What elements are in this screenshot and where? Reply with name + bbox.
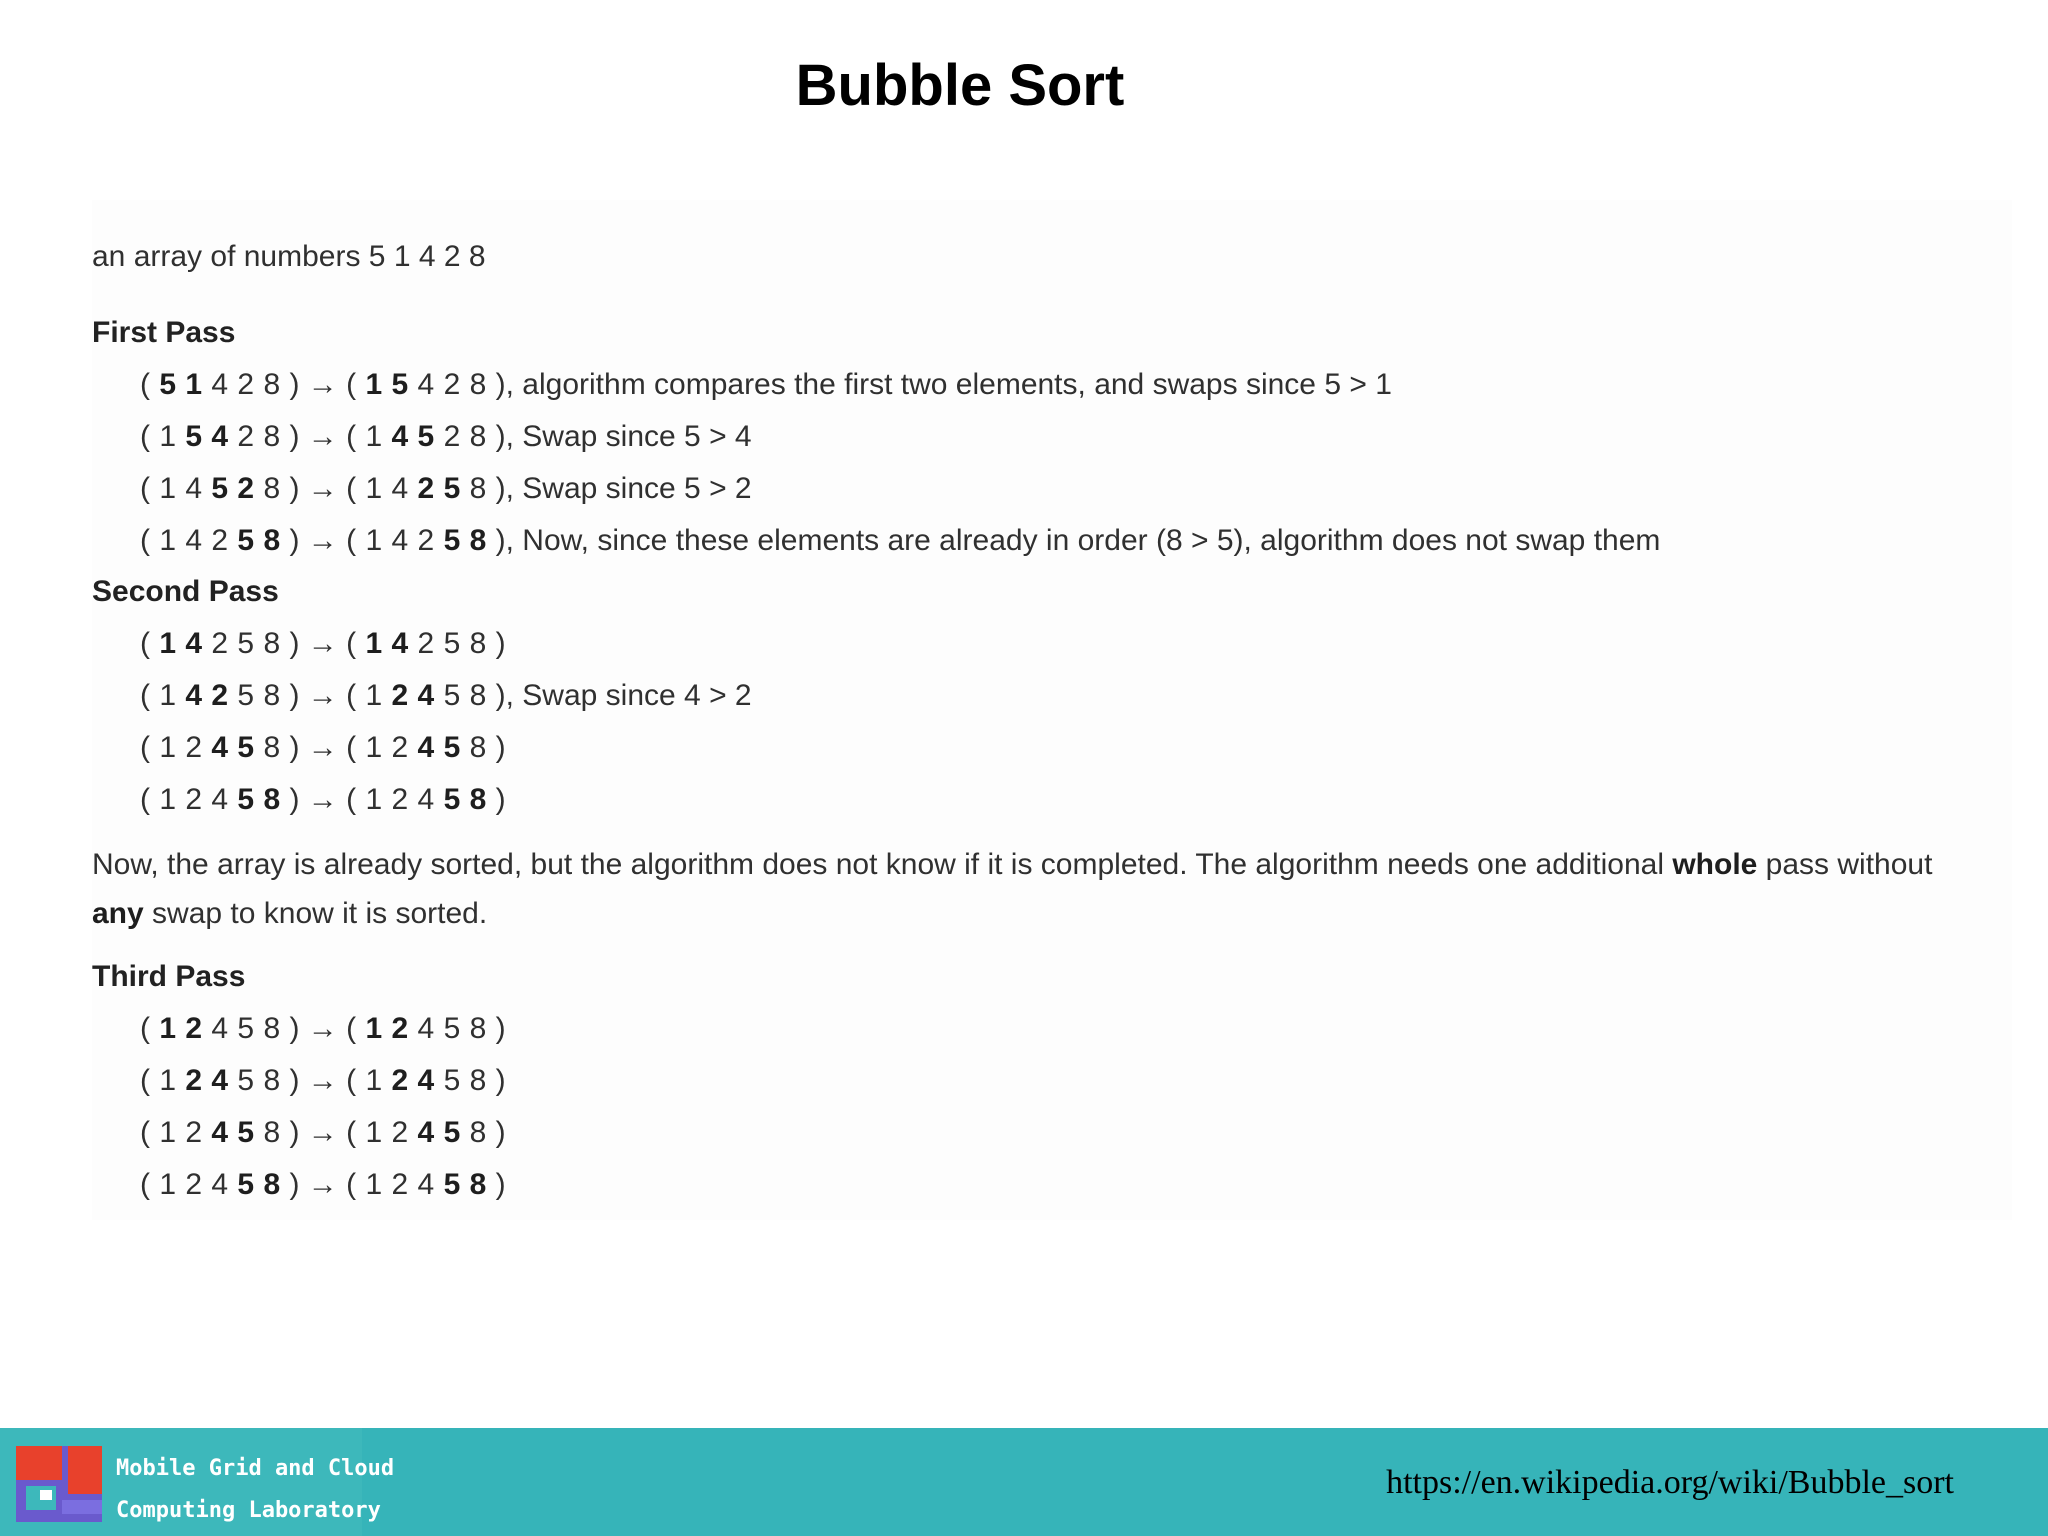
array-number: 2 (211, 627, 229, 660)
compared-number: 4 (391, 627, 409, 660)
array-number: 8 (469, 368, 487, 401)
pass-heading-first: First Pass (92, 316, 236, 349)
compared-number: 5 (443, 783, 461, 816)
array-number: 1 (159, 1116, 177, 1149)
step-note: ), Swap since 4 > 2 (495, 679, 752, 712)
compared-number: 5 (211, 472, 229, 505)
array-number: 8 (263, 679, 281, 712)
number-tuple: ( 1 5 4 2 8 (140, 420, 281, 453)
compared-number: 4 (417, 1064, 435, 1097)
array-number: 1 (159, 524, 177, 557)
pass-step: ( 1 4 2 5 8 ) → ( 1 4 2 5 8 ) (140, 627, 506, 660)
array-number: 8 (469, 627, 487, 660)
step-note: ), algorithm compares the first two elements, and swaps since 5 > 1 (495, 368, 1392, 401)
array-number: 2 (237, 368, 255, 401)
array-number: 8 (263, 731, 281, 764)
array-number: 1 (159, 679, 177, 712)
array-number: 1 (365, 679, 383, 712)
compared-number: 4 (211, 1116, 229, 1149)
array-number: 5 (237, 679, 255, 712)
array-number: 1 (365, 1064, 383, 1097)
compared-number: 2 (391, 1012, 409, 1045)
compared-number: 2 (391, 679, 409, 712)
compared-number: 4 (185, 627, 203, 660)
number-tuple: ( 1 4 2 5 8 (346, 472, 487, 505)
pass-heading-second: Second Pass (92, 575, 279, 608)
array-number: 4 (211, 783, 229, 816)
intro-text: an array of numbers 5 1 4 2 8 (92, 240, 486, 273)
compared-number: 5 (237, 1168, 255, 1201)
array-number: 4 (417, 783, 435, 816)
array-number: 2 (417, 524, 435, 557)
number-tuple: ( 1 2 4 5 8 (140, 1012, 281, 1045)
pass-step: ( 5 1 4 2 8 ) → ( 1 5 4 2 8 ), algorithm compares the first two elements, and swaps since 5 > 1 (140, 368, 1392, 401)
paragraph-text: pass without (1757, 848, 1933, 881)
compared-number: 2 (211, 679, 229, 712)
array-number: 5 (237, 1012, 255, 1045)
compared-number: 2 (417, 472, 435, 505)
array-number: 5 (443, 627, 461, 660)
array-number: 2 (185, 1116, 203, 1149)
array-number: 2 (391, 1116, 409, 1149)
compared-number: 4 (417, 731, 435, 764)
number-tuple: ( 1 4 2 5 8 (140, 627, 281, 660)
compared-number: 8 (263, 524, 281, 557)
number-tuple: ( 1 2 4 5 8 (346, 1168, 487, 1201)
number-tuple: ( 1 4 2 5 8 (346, 627, 487, 660)
compared-number: 8 (263, 783, 281, 816)
array-number: 4 (211, 1168, 229, 1201)
array-number: 5 (237, 627, 255, 660)
compared-number: 5 (237, 783, 255, 816)
array-number: 2 (417, 627, 435, 660)
step-note: ), Swap since 5 > 2 (495, 472, 752, 505)
compared-number: 5 (391, 368, 409, 401)
compared-number: 4 (417, 679, 435, 712)
source-url: https://en.wikipedia.org/wiki/Bubble_sort (1386, 1464, 1954, 1501)
pass-step: ( 1 4 2 5 8 ) → ( 1 4 2 5 8 ), Now, since these elements are already in order (8 > 5), algorithm does not swap them (140, 524, 1661, 557)
array-number: 8 (263, 1116, 281, 1149)
array-number: 1 (365, 524, 383, 557)
array-number: 8 (469, 679, 487, 712)
compared-number: 5 (185, 420, 203, 453)
number-tuple: ( 1 2 4 5 8 (346, 783, 487, 816)
number-tuple: ( 1 4 5 2 8 (140, 472, 281, 505)
compared-number: 2 (391, 1064, 409, 1097)
compared-number: 8 (469, 524, 487, 557)
compared-number: 8 (263, 1168, 281, 1201)
number-tuple: ( 1 5 4 2 8 (346, 368, 487, 401)
array-number: 8 (263, 1012, 281, 1045)
array-number: 4 (391, 472, 409, 505)
array-number: 2 (185, 783, 203, 816)
compared-number: 5 (443, 731, 461, 764)
number-tuple: ( 1 2 4 5 8 (346, 1116, 487, 1149)
array-number: 4 (185, 524, 203, 557)
compared-number: 5 (159, 368, 177, 401)
number-tuple: ( 1 2 4 5 8 (346, 1012, 487, 1045)
pass-step: ( 1 2 4 5 8 ) → ( 1 2 4 5 8 ) (140, 783, 506, 816)
array-number: 2 (443, 368, 461, 401)
step-note: ), Now, since these elements are already in order (8 > 5), algorithm does not swap them (495, 524, 1661, 557)
pass-step: ( 1 2 4 5 8 ) → ( 1 2 4 5 8 ) (140, 1012, 506, 1045)
step-note: ) (495, 1116, 506, 1149)
compared-number: 1 (159, 627, 177, 660)
array-number: 8 (469, 1064, 487, 1097)
pass-heading-third: Third Pass (92, 960, 246, 993)
array-number: 8 (469, 1116, 487, 1149)
compared-number: 5 (443, 472, 461, 505)
compared-number: 5 (443, 1168, 461, 1201)
compared-number: 2 (237, 472, 255, 505)
array-number: 1 (159, 1168, 177, 1201)
compared-number: 5 (443, 1116, 461, 1149)
array-number: 5 (443, 679, 461, 712)
number-tuple: ( 1 2 4 5 8 (346, 731, 487, 764)
compared-number: 5 (237, 731, 255, 764)
compared-number: 4 (417, 1116, 435, 1149)
array-number: 4 (417, 1012, 435, 1045)
array-number: 1 (365, 1116, 383, 1149)
compared-number: 2 (185, 1012, 203, 1045)
array-number: 1 (365, 783, 383, 816)
compared-number: 1 (365, 368, 383, 401)
step-note: ) (495, 627, 506, 660)
step-note: ) (495, 731, 506, 764)
number-tuple: ( 5 1 4 2 8 (140, 368, 281, 401)
compared-number: 1 (159, 1012, 177, 1045)
pass-step: ( 1 5 4 2 8 ) → ( 1 4 5 2 8 ), Swap since 5 > 4 (140, 420, 752, 453)
number-tuple: ( 1 2 4 5 8 (140, 1168, 281, 1201)
pass-step: ( 1 2 4 5 8 ) → ( 1 2 4 5 8 ) (140, 1064, 506, 1097)
pass-step: ( 1 4 2 5 8 ) → ( 1 2 4 5 8 ), Swap since 4 > 2 (140, 679, 752, 712)
compared-number: 5 (237, 1116, 255, 1149)
array-number: 2 (391, 731, 409, 764)
array-number: 8 (263, 472, 281, 505)
compared-number: 4 (185, 679, 203, 712)
lab-logo-icon (16, 1446, 102, 1522)
array-number: 4 (417, 1168, 435, 1201)
array-number: 2 (185, 1168, 203, 1201)
array-number: 4 (417, 368, 435, 401)
array-number: 8 (263, 420, 281, 453)
compared-number: 4 (211, 1064, 229, 1097)
array-number: 8 (469, 1012, 487, 1045)
array-number: 4 (211, 1012, 229, 1045)
number-tuple: ( 1 4 5 2 8 (346, 420, 487, 453)
array-number: 2 (185, 731, 203, 764)
array-number: 2 (391, 783, 409, 816)
array-number: 5 (443, 1012, 461, 1045)
lab-logo-line: Computing Laboratory (116, 1498, 381, 1523)
array-number: 1 (365, 1168, 383, 1201)
array-number: 8 (469, 420, 487, 453)
number-tuple: ( 1 2 4 5 8 (140, 1116, 281, 1149)
compared-number: 5 (443, 524, 461, 557)
compared-number: 5 (237, 524, 255, 557)
paragraph-text: Now, the array is already sorted, but the algorithm does not know if it is completed. The algorithm needs one additional (92, 848, 1673, 881)
paragraph-text: swap to know it is sorted. (143, 897, 488, 930)
number-tuple: ( 1 2 4 5 8 (140, 783, 281, 816)
step-note: ) (495, 1012, 506, 1045)
array-number: 1 (365, 420, 383, 453)
compared-number: 1 (365, 627, 383, 660)
compared-number: 4 (211, 420, 229, 453)
number-tuple: ( 1 2 4 5 8 (140, 731, 281, 764)
array-number: 1 (365, 472, 383, 505)
array-number: 8 (263, 368, 281, 401)
step-note: ) (495, 783, 506, 816)
compared-number: 5 (417, 420, 435, 453)
number-tuple: ( 1 4 2 5 8 (140, 679, 281, 712)
array-number: 1 (159, 1064, 177, 1097)
compared-number: 2 (185, 1064, 203, 1097)
explanation-paragraph (92, 840, 1982, 938)
number-tuple: ( 1 4 2 5 8 (140, 524, 281, 557)
array-number: 2 (211, 524, 229, 557)
array-number: 8 (263, 1064, 281, 1097)
array-number: 8 (263, 627, 281, 660)
array-number: 1 (159, 420, 177, 453)
array-number: 1 (365, 731, 383, 764)
paragraph-bold-whole: whole (1672, 848, 1758, 881)
array-number: 1 (159, 472, 177, 505)
number-tuple: ( 1 4 2 5 8 (346, 524, 487, 557)
pass-step: ( 1 2 4 5 8 ) → ( 1 2 4 5 8 ) (140, 731, 506, 764)
array-number: 4 (185, 472, 203, 505)
pass-step: ( 1 2 4 5 8 ) → ( 1 2 4 5 8 ) (140, 1168, 506, 1201)
array-number: 2 (443, 420, 461, 453)
number-tuple: ( 1 2 4 5 8 (140, 1064, 281, 1097)
compared-number: 4 (211, 731, 229, 764)
number-tuple: ( 1 2 4 5 8 (346, 1064, 487, 1097)
compared-number: 8 (469, 783, 487, 816)
lab-logo-line: Mobile Grid and Cloud (116, 1456, 395, 1481)
compared-number: 4 (391, 420, 409, 453)
array-number: 4 (391, 524, 409, 557)
array-number: 1 (159, 731, 177, 764)
step-note: ) (495, 1064, 506, 1097)
footer-bar (0, 1428, 2048, 1536)
array-number: 8 (469, 731, 487, 764)
lab-logo-text (116, 1448, 394, 1532)
step-note: ), Swap since 5 > 4 (495, 420, 752, 453)
array-number: 8 (469, 472, 487, 505)
array-number: 5 (443, 1064, 461, 1097)
array-number: 2 (237, 420, 255, 453)
array-number: 2 (391, 1168, 409, 1201)
compared-number: 1 (365, 1012, 383, 1045)
pass-step: ( 1 4 5 2 8 ) → ( 1 4 2 5 8 ), Swap since 5 > 2 (140, 472, 752, 505)
step-note: ) (495, 1168, 506, 1201)
number-tuple: ( 1 2 4 5 8 (346, 679, 487, 712)
array-number: 4 (211, 368, 229, 401)
array-number: 5 (237, 1064, 255, 1097)
pass-step: ( 1 2 4 5 8 ) → ( 1 2 4 5 8 ) (140, 1116, 506, 1149)
compared-number: 1 (185, 368, 203, 401)
paragraph-bold-any: any (92, 897, 144, 930)
compared-number: 8 (469, 1168, 487, 1201)
content-area (92, 200, 2012, 1220)
lab-logo (0, 1428, 395, 1536)
array-number: 1 (159, 783, 177, 816)
slide-title: Bubble Sort (795, 53, 1125, 118)
